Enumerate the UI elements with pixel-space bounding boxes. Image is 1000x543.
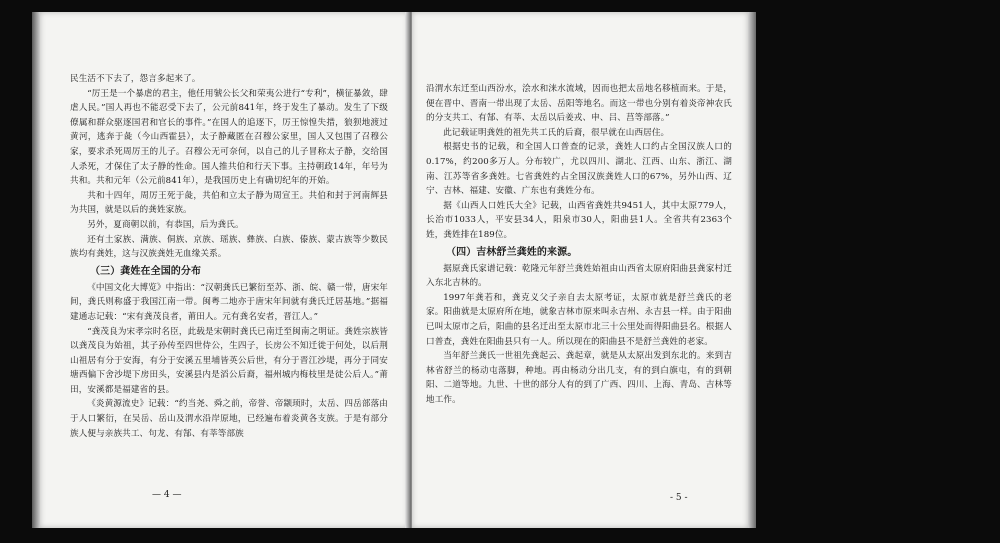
paragraph: 1997年龚若和，龚克义父子亲自去太原考证，太原市就是舒兰龚氏的老家。阳曲就是太原府所在地，就象吉林市原来叫永吉州、永吉县一样。由于阳曲已叫太原市之后，阳曲的县名迁出至太原市北三十公里处而得阳曲县名。根据人口普查，龚姓在阳曲县只有一人。所以现在的阳曲县不是舒兰龚姓的老家。 <box>426 292 732 347</box>
paragraph: 《中国文化大博览》中指出：“汉朝龚氏已繁衍至苏、浙、皖、赣一带，唐宋年间，龚氏则称盛于我国江南一带。闽粤二地亦于唐宋年间就有龚氏迁居基地。”据福建通志记载：“宋有龚茂良者，莆田人。元有龚名安者，晋江人。” <box>70 282 388 322</box>
paragraph: 另外，夏商朝以前，有恭国，后为龚氏。 <box>87 219 244 230</box>
paragraph: 民生活不下去了，怨言多起来了。 <box>70 74 201 84</box>
paragraph: 《炎黄源流史》记载：“约当尧、舜之前，帝誉、帝颛顼时，太岳、四岳部落由于人口繁衍，在吴岳、岳山及渭水沿岸原地，已经遍布着炎黄各支族。于是有部分族人便与亲族共工、句龙、有郜、有莘等部族 <box>70 399 388 439</box>
right-page-number: - 5 - <box>670 493 688 503</box>
paragraph: 根据史书的记载，和全国人口普查的记录，龚姓人口约占全国汉族人口的0.17%，约200多万人。分布较广，尤以四川、湖北、江西、山东、浙江、湖南、江苏等省多龚姓。七省龚姓约占全国汉族龚姓人口的67%，另外山西、辽宁、吉林、福建、安徽、广东也有龚姓分布。 <box>426 142 732 197</box>
paragraph: 据《山西人口姓氏大全》记载，山西省龚姓共9451人，其中太原779人，长治市1033人，平安县34人，阳泉市30人，阳曲县1人。全省共有2363个姓，龚姓排在189位。 <box>426 200 732 240</box>
right-page <box>412 12 748 528</box>
section-heading: （四）吉林舒兰龚姓的来源。 <box>446 246 578 258</box>
right-page-edge <box>748 12 756 528</box>
paragraph: 共和十四年，周厉王死于彘，共伯和立太子静为周宣王。共伯和封于河南辉县为共国，就是以后的龚姓家族。 <box>70 190 388 216</box>
paragraph: “厉王是一个暴虐的君主，他任用虢公长父和荣夷公进行“专利”，横征暴敛，肆虐人民。”国人再也不能忍受下去了，公元前841年，终于发生了暴动。发生了下级僚属和群众驱逐国君和官长的事件。”在国人的追逐下，厉王惊惶失措，狼狈地渡过黄河，逃奔于彘（今山西霍县），太子静藏匿在召穆公家里，国人又包围了召穆公家，要求杀死周厉王的儿子。召穆公无可奈何，以自己的儿子冒称太子静，交给国人杀死，才保住了太子静的性命。国人推共伯和行天下事。主持朝政14年，年号为共和。共和元年（公元前841年），是我国历史上有确切纪年的开始。 <box>70 88 388 187</box>
paragraph: 还有土家族、满族、侗族、京族、瑶族、彝族、白族、傣族、蒙古族等少数民族均有龚姓，这与汉族龚姓无血缘关系。 <box>70 234 388 260</box>
left-page-text <box>70 72 388 441</box>
section-heading: （三）龚姓在全国的分布 <box>90 265 202 277</box>
right-page-text <box>426 82 732 407</box>
left-page-number: — 4 — <box>152 490 182 500</box>
left-page <box>40 12 408 528</box>
paragraph: “龚茂良为宋孝宗时名臣，此载是宋朝时龚氏已南迁至闽南之明证。龚姓宗族皆以龚茂良为始祖，其子孙传至四世侍公，生四子，长房公不知迁徙于何处，以后荆山祖居有分于安海，有分于安溪五里埔皆英公后世，有分于晋江沙堤，再分于同安塘西偏下舍沙堤下房田头，安溪县内是滔公后裔，福州城内梅枝里是徒公后人。”莆田，安溪都是福建省的县。 <box>70 326 388 395</box>
paragraph: 当年舒兰龚氏一世祖先龚起云、龚起章，就是从太原出发到东北的。来到吉林省舒兰的杨动屯落脚，种地。再由杨动分出几支，有的到白旗屯，有的到朝阳、二道等地。九世、十世的部分人有的到了广西、四川、上海、青岛、吉林等地工作。 <box>426 351 732 405</box>
paragraph: 沿渭水东迁至山西汾水，浍水和涞水流域，因而也把太岳地名移植而来。于是，便在晋中、晋南一带出现了太岳、岳阳等地名。而这一带也分别有着炎帝神农氏的分支共工、有郜、有莘、太岳以后姜戎、申、吕、莒等部落。” <box>426 84 732 124</box>
paragraph: 此记载证明龚姓的祖先共工氏的后裔，很早就在山西居住。 <box>443 127 670 138</box>
paragraph: 据原龚氏家谱记载：乾隆元年舒兰龚姓始祖由山西省太原府阳曲县龚家村迁入东北吉林的。 <box>426 263 732 289</box>
left-page-edge <box>32 12 40 528</box>
